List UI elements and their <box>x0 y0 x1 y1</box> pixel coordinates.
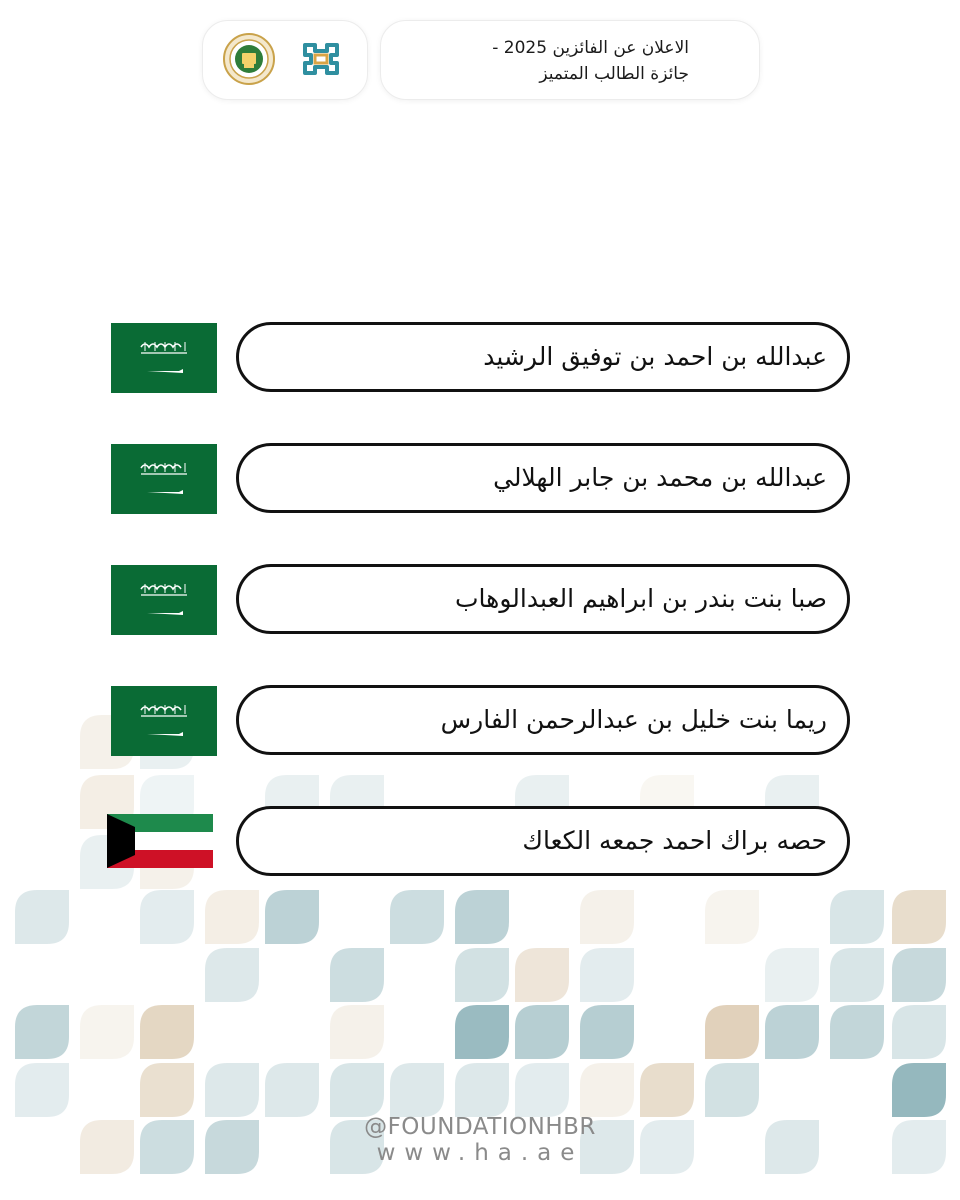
saudi-arabia-flag-icon <box>111 565 217 635</box>
winner-row <box>0 441 960 521</box>
pattern-tile <box>15 1063 69 1117</box>
logos-card <box>202 20 368 100</box>
winner-name-pill <box>236 564 850 634</box>
winner-row <box>0 804 960 884</box>
pattern-tile <box>765 948 819 1002</box>
winner-name-pill <box>236 443 850 513</box>
pattern-tile <box>705 890 759 944</box>
announcement-title-card <box>380 20 760 100</box>
saudi-arabia-flag-icon <box>111 444 217 514</box>
pattern-tile <box>830 890 884 944</box>
pattern-tile <box>892 1005 946 1059</box>
winner-name: صبا بنت بندر بن ابراهيم العبدالوهاب <box>455 584 827 613</box>
pattern-tile <box>455 890 509 944</box>
announcement-title-line2: جائزة الطالب المتميز <box>539 64 689 84</box>
announcement-title-line1: الاعلان عن الفائزين 2025 - <box>492 38 689 58</box>
announcement-title <box>389 35 689 87</box>
winner-name: عبدالله بن محمد بن جابر الهلالي <box>493 463 827 492</box>
pattern-tile <box>705 1005 759 1059</box>
pattern-tile <box>140 890 194 944</box>
winner-name-pill <box>236 806 850 876</box>
pattern-tile <box>140 1063 194 1117</box>
pattern-tile <box>455 1063 509 1117</box>
kuwait-flag-icon <box>111 807 217 877</box>
saudi-arabia-flag-icon <box>111 323 217 393</box>
winner-name: حصه براك احمد جمعه الكعاك <box>522 826 827 855</box>
pattern-tile <box>265 890 319 944</box>
website-address: www.ha.ae <box>376 1140 584 1166</box>
pattern-tile <box>830 948 884 1002</box>
winner-name: عبدالله بن احمد بن توفيق الرشيد <box>483 342 827 371</box>
pattern-tile <box>205 890 259 944</box>
pattern-tile <box>205 948 259 1002</box>
social-handle: @FOUNDATIONHBR <box>364 1114 596 1140</box>
pattern-tile <box>515 1063 569 1117</box>
pattern-tile <box>140 1005 194 1059</box>
pattern-tile <box>765 1005 819 1059</box>
pattern-tile <box>390 1063 444 1117</box>
pattern-tile <box>640 1063 694 1117</box>
saudi-arabia-flag-icon <box>111 686 217 756</box>
pattern-tile <box>892 948 946 1002</box>
pattern-tile <box>15 1005 69 1059</box>
pattern-tile <box>330 1063 384 1117</box>
pattern-tile <box>15 890 69 944</box>
winner-name: ريما بنت خليل بن عبدالرحمن الفارس <box>440 705 827 734</box>
pattern-tile <box>580 890 634 944</box>
pattern-tile <box>205 1063 259 1117</box>
pattern-tile <box>330 948 384 1002</box>
winner-name-pill <box>236 322 850 392</box>
winner-row <box>0 683 960 763</box>
winner-row <box>0 320 960 400</box>
pattern-tile <box>330 1005 384 1059</box>
pattern-tile <box>455 1005 509 1059</box>
foundation-knot-logo <box>297 35 345 87</box>
pattern-tile <box>455 948 509 1002</box>
pattern-tile <box>580 1005 634 1059</box>
pattern-tile <box>830 1005 884 1059</box>
pattern-tile <box>80 1005 134 1059</box>
pattern-tile <box>580 1063 634 1117</box>
pattern-tile <box>515 948 569 1002</box>
winner-name-pill <box>236 685 850 755</box>
pattern-tile <box>580 948 634 1002</box>
pattern-tile <box>515 1005 569 1059</box>
institution-seal-logo <box>223 33 275 89</box>
pattern-tile <box>705 1063 759 1117</box>
pattern-tile <box>892 890 946 944</box>
winner-row <box>0 562 960 642</box>
pattern-tile <box>892 1063 946 1117</box>
pattern-tile <box>265 1063 319 1117</box>
pattern-tile <box>390 890 444 944</box>
